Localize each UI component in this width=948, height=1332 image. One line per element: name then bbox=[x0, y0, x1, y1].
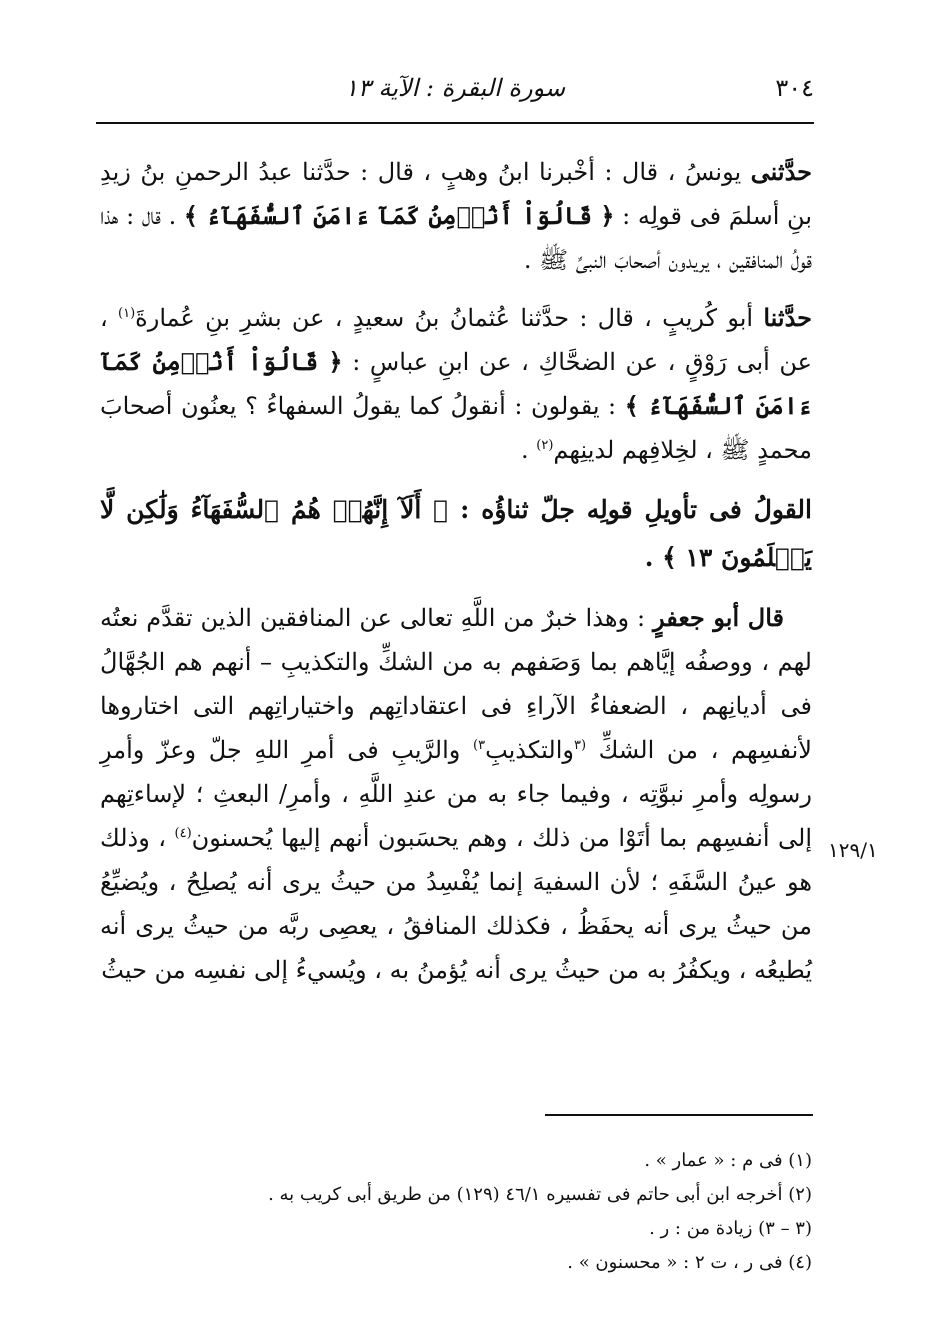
quran-quote: ﴿ قَالُوٓاْ أَنُؤۡمِنُ كَمَآ ءَامَنَ ٱلسُّفَهَآءُ ﴾ bbox=[100, 347, 812, 420]
footnote: (٢) أخرجه ابن أبى حاتم فى تفسيره ٤٦/١ (١٢٩) من طريق أبى كريب به . bbox=[268, 1184, 812, 1205]
footnote-rule bbox=[545, 1114, 813, 1116]
paragraph-text: ، عن أبى رَوْقٍ ، عن الضحَّاكِ ، عن ابنِ عباسٍ : bbox=[100, 304, 812, 376]
paragraph-2 bbox=[100, 296, 812, 472]
paragraph-lead: حدَّثنا bbox=[763, 303, 813, 332]
footnote: (١) فى م : « عمار » . bbox=[644, 1150, 812, 1171]
quran-quote: ﴿ قَالُوٓاْ أَنُؤۡمِنُ كَمَآ ءَامَنَ ٱلسُّفَهَآءُ ﴾ bbox=[183, 201, 615, 230]
page-header bbox=[96, 70, 814, 110]
paragraph-lead: حدَّثنى bbox=[750, 157, 812, 186]
paragraph-3 bbox=[100, 596, 812, 992]
header-rule bbox=[96, 122, 814, 124]
margin-page-reference: ١٢٩/١ bbox=[828, 838, 878, 862]
footnote-marker: (١) bbox=[118, 306, 136, 321]
main-text bbox=[100, 150, 812, 1006]
paragraph-text: يونسُ ، قال : أخْبرنا ابنُ وهبٍ ، قال : حدَّثنا عبدُ الرحمنِ بنُ زيدِ بنِ أسلمَ فى قولِه : bbox=[100, 158, 813, 230]
footnote-marker: (٣ bbox=[573, 738, 587, 753]
footnotes bbox=[100, 1144, 812, 1280]
paragraph-text: ، وذلك هو عينُ السَّفَهِ ؛ لأن السفيهَ إنما يُفْسِدُ من حيثُ يرى أنه يُصلِحُ ، ويُضيِّعُ من حيثُ يرى أنه يحفَظُ ، فكذلك المنافقُ ، يعصِى ربَّه من حيثُ يرى أنه يُطيعُه ، ويكفُرُ به من حيثُ يرى أنه يُؤمنُ به ، ويُسيءُ إلى نفسِه من حيثُ bbox=[100, 824, 812, 984]
heading-tail: . bbox=[644, 543, 663, 572]
paragraph-text: . bbox=[521, 436, 537, 464]
paragraph-text: . قال : هذا قولُ المنافقين ، يريدون أصحابَ النبىِّ ﷺ . bbox=[100, 202, 812, 274]
footnote-marker: (٤) bbox=[174, 826, 192, 841]
section-heading bbox=[100, 486, 812, 582]
footnote-marker: (٢) bbox=[536, 438, 554, 453]
heading-text: القولُ فى تأويلِ قولِه جلّ ثناؤُه : bbox=[448, 495, 812, 524]
running-title: سورة البقرة : الآية ١٣ bbox=[344, 74, 566, 102]
paragraph-text: أبو كُريبٍ ، قال : حدَّثنا عُثمانُ بنُ سعيدٍ ، عن بشرِ بنِ عُمارةَ bbox=[135, 304, 764, 332]
paragraph-1 bbox=[100, 150, 812, 282]
paragraph-text: والرَّيبِ فى أمرِ اللهِ جلّ وعزّ وأمرِ رسولِه وأمرِ نبوَّتِه ، وفيما جاء به من عندِ اللَّهِ ، وأمرِ/ البعثِ ؛ لإساءتِهم إلى أنفسِهم بما أتَوْا من ذلك ، وهم يحسَبون أنهم إليها يُحسنون bbox=[100, 736, 813, 852]
footnote: (٤) فى ر ، ت ٢ : « محسنون » . bbox=[567, 1252, 812, 1273]
paragraph-text: : يقولون : أنقولُ كما يقولُ السفهاءُ ؟ يعنُون أصحابَ محمدٍ ﷺ ، لخِلافِهم لدينِهم bbox=[100, 392, 812, 464]
footnote: (٣ – ٣) زيادة من : ر . bbox=[649, 1218, 812, 1239]
footnote-marker: ٣) bbox=[473, 738, 486, 753]
paragraph-text: : وهذا خبرٌ من اللَّهِ تعالى عن المنافقين الذين تقدَّم نعتُه لهم ، ووصفُه إيَّاهم بما وَصَفهم به من الشكِّ والتكذيبِ – أنهم هم الجُهَّالُ فى أديانِهم ، الضعفاءُ الآراءِ فى اعتقاداتِهم واختياراتِهم التى اختاروها لأنفسِهم ، من الشكِّ bbox=[100, 604, 812, 764]
paragraph-lead: قال أبو جعفرٍ bbox=[652, 603, 784, 632]
paragraph-text: والتكذيبِ bbox=[485, 736, 574, 764]
page-number: ٣٠٤ bbox=[775, 74, 814, 102]
quran-quote: ﴿ أَلَآ إِنَّهُمۡ هُمُ ٱلسُّفَهَآءُ وَلَٰكِن لَّا يَعۡلَمُونَ ١٣ ﴾ bbox=[100, 495, 812, 572]
